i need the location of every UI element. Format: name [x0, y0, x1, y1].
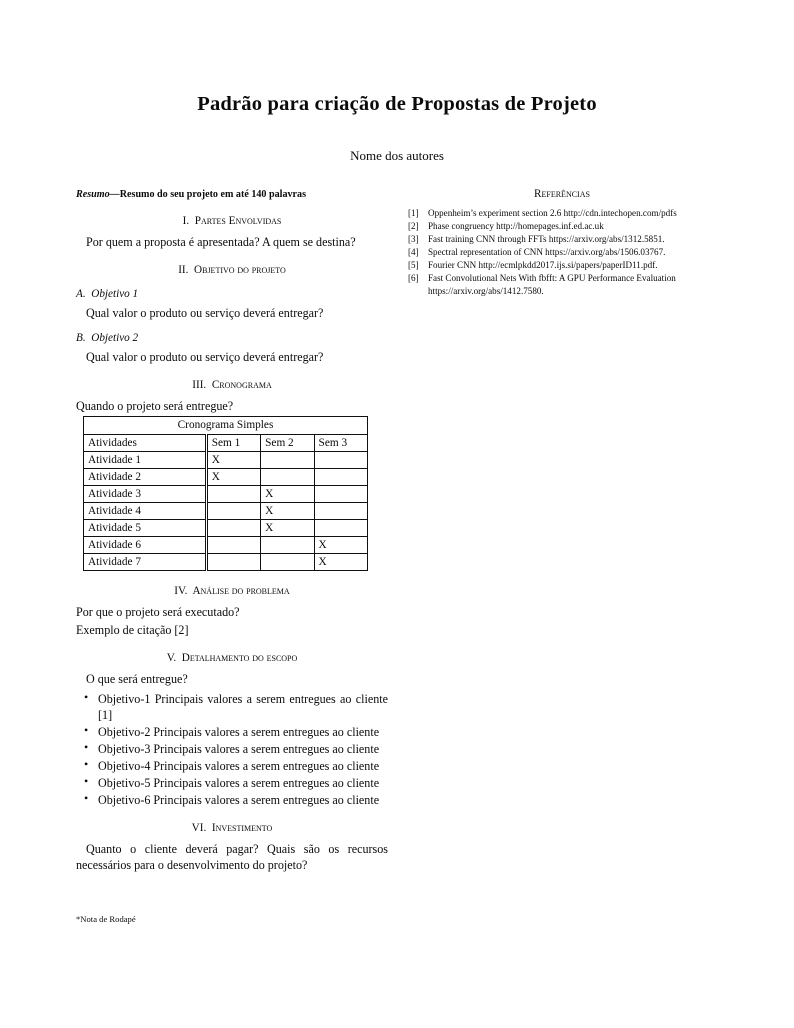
scope-list — [76, 691, 388, 809]
section-number-6: VI. — [191, 822, 207, 835]
section-heading-1 — [76, 214, 388, 228]
column-header-sem3: Sem 3 — [314, 435, 367, 452]
reference-item — [406, 233, 718, 246]
list-item-label: Objetivo-2 Principais valores a serem entregues ao cliente — [98, 724, 380, 739]
cell-sem2 — [261, 452, 314, 469]
section-heading-3 — [76, 378, 388, 392]
cell-sem2 — [261, 554, 314, 571]
reference-text: Fast training CNN through FFTs https://arxiv.org/abs/1312.5851. — [428, 234, 665, 245]
subsection-b-body: Qual valor o produto ou serviço deverá entregar? — [86, 350, 324, 365]
cell-sem3: X — [314, 554, 367, 571]
table-header-row — [84, 435, 368, 452]
list-item — [76, 775, 388, 791]
reference-number: [5] — [408, 260, 419, 271]
bullet-icon: • — [84, 756, 89, 771]
cell-activity: Atividade 2 — [84, 469, 207, 486]
subsection-title-a: Objetivo 1 — [91, 288, 139, 301]
cell-sem3 — [314, 503, 367, 520]
cell-activity: Atividade 4 — [84, 503, 207, 520]
bullet-icon: • — [84, 774, 89, 789]
section-heading-2 — [76, 263, 388, 277]
cell-sem1 — [206, 554, 260, 571]
page-title: Padrão para criação de Propostas de Projeto — [197, 93, 597, 115]
cell-sem1 — [206, 520, 260, 537]
author-line: Nome dos autores — [350, 147, 444, 163]
section-4-body-2: Exemplo de citação [2] — [76, 622, 189, 637]
bullet-icon: • — [84, 739, 89, 754]
abstract-text: Resumo do seu projeto em até 140 palavras — [119, 189, 307, 200]
cell-sem1: X — [206, 469, 260, 486]
cell-sem3 — [314, 486, 367, 503]
subsection-label-a: A. — [76, 288, 86, 301]
table-caption: Cronograma Simples — [84, 417, 368, 435]
section-6-body: Quanto o cliente deverá pagar? Quais são os recursos necessários para o desenvolvimento do projeto? — [76, 842, 388, 873]
cronograma-table-wrapper — [83, 416, 368, 571]
section-number-2: II. — [178, 264, 189, 277]
cell-sem2: X — [261, 520, 314, 537]
section-heading-6 — [76, 821, 388, 835]
list-item — [76, 758, 388, 774]
cronograma-table-body — [84, 417, 368, 571]
section-title-4: Análise do problema — [192, 585, 290, 598]
cell-sem1: X — [206, 452, 260, 469]
subsection-heading-b — [76, 331, 388, 345]
two-column-body — [76, 188, 718, 978]
reference-item — [406, 259, 718, 272]
reference-item — [406, 272, 718, 297]
section-title-5: Detalhamento do escopo — [181, 651, 298, 664]
section-number-5: V. — [166, 651, 177, 664]
title-block — [76, 92, 718, 164]
reference-text: Fourier CNN http://ecmlpkdd2017.ijs.si/papers/paperID11.pdf. — [428, 260, 658, 271]
list-item — [76, 724, 388, 740]
bullet-icon: • — [84, 791, 89, 806]
cell-sem1 — [206, 503, 260, 520]
reference-text: Phase congruency http://homepages.inf.ed.ac.uk — [428, 221, 604, 232]
list-item-label: Objetivo-3 Principais valores a serem entregues ao cliente — [98, 741, 380, 756]
table-row — [84, 452, 368, 469]
table-row — [84, 554, 368, 571]
references-heading: Referências — [534, 188, 590, 200]
table-row — [84, 486, 368, 503]
section-title-1: Partes Envolvidas — [194, 215, 282, 228]
cell-activity: Atividade 5 — [84, 520, 207, 537]
cell-activity: Atividade 6 — [84, 537, 207, 554]
reference-item — [406, 207, 718, 220]
list-item-label: Objetivo-4 Principais valores a serem entregues ao cliente — [98, 758, 380, 773]
list-item — [76, 691, 388, 723]
section-number-3: III. — [192, 379, 207, 392]
table-row — [84, 503, 368, 520]
reference-item — [406, 220, 718, 233]
reference-number: [4] — [408, 247, 419, 258]
reference-number: [6] — [408, 273, 419, 284]
section-number-4: IV. — [174, 585, 188, 598]
cell-activity: Atividade 1 — [84, 452, 207, 469]
reference-text: Oppenheim’s experiment section 2.6 http://cdn.intechopen.com/pdfs — [428, 208, 677, 218]
list-item-label: Objetivo-5 Principais valores a serem entregues ao cliente — [98, 776, 380, 791]
cell-sem2 — [261, 469, 314, 486]
table-caption-row — [84, 417, 368, 435]
footnote-text: *Nota de Rodapé — [76, 914, 136, 924]
left-column — [76, 188, 388, 874]
cell-sem3 — [314, 452, 367, 469]
table-row — [84, 520, 368, 537]
abstract-lead: Resumo— — [76, 189, 120, 200]
subsection-heading-a — [76, 287, 388, 301]
footnote-area — [76, 914, 388, 925]
subsection-label-b: B. — [76, 332, 86, 345]
table-row — [84, 469, 368, 486]
abstract-paragraph — [76, 188, 388, 201]
cell-sem2: X — [261, 486, 314, 503]
references-list — [406, 207, 718, 297]
cell-sem2 — [261, 537, 314, 554]
section-heading-5 — [76, 651, 388, 665]
cell-activity: Atividade 3 — [84, 486, 207, 503]
list-item — [76, 741, 388, 757]
section-title-6: Investimento — [211, 822, 273, 835]
section-number-1: I. — [182, 215, 190, 228]
reference-text: Fast Convolutional Nets With fbfft: A GPU Performance Evaluation https://arxiv.org/abs/1412.7580. — [428, 273, 676, 296]
cell-sem1 — [206, 486, 260, 503]
reference-number: [1] — [408, 208, 419, 218]
reference-item — [406, 246, 718, 259]
cell-sem3 — [314, 469, 367, 486]
subsection-a-body: Qual valor o produto ou serviço deverá entregar? — [86, 306, 324, 321]
table-row — [84, 537, 368, 554]
section-title-3: Cronograma — [211, 379, 272, 392]
section-4-body-1: Por que o projeto será executado? — [76, 605, 240, 620]
column-header-atividades: Atividades — [84, 435, 207, 452]
cell-activity: Atividade 7 — [84, 554, 207, 571]
column-header-sem2: Sem 2 — [261, 435, 314, 452]
column-header-sem1: Sem 1 — [206, 435, 260, 452]
bullet-icon: • — [84, 689, 89, 704]
reference-number: [3] — [408, 234, 419, 245]
section-5-body: O que será entregue? — [86, 671, 188, 686]
cell-sem1 — [206, 537, 260, 554]
cell-sem3 — [314, 520, 367, 537]
subsection-title-b: Objetivo 2 — [91, 332, 139, 345]
list-item — [76, 792, 388, 808]
section-3-body: Quando o projeto será entregue? — [76, 399, 234, 414]
right-column — [406, 188, 718, 298]
cell-sem3: X — [314, 537, 367, 554]
cronograma-table — [83, 416, 368, 571]
list-item-label: Objetivo-6 Principais valores a serem entregues ao cliente — [98, 793, 380, 808]
section-title-2: Objetivo do projeto — [194, 264, 286, 277]
reference-text: Spectral representation of CNN https://arxiv.org/abs/1506.03767. — [428, 247, 666, 258]
cell-sem2: X — [261, 503, 314, 520]
section-1-body: Por quem a proposta é apresentada? A quem se destina? — [86, 235, 356, 250]
list-item-label: Objetivo-1 Principais valores a serem entregues ao cliente [1] — [98, 691, 388, 722]
reference-number: [2] — [408, 221, 419, 232]
section-heading-4 — [76, 584, 388, 598]
bullet-icon: • — [84, 722, 89, 737]
